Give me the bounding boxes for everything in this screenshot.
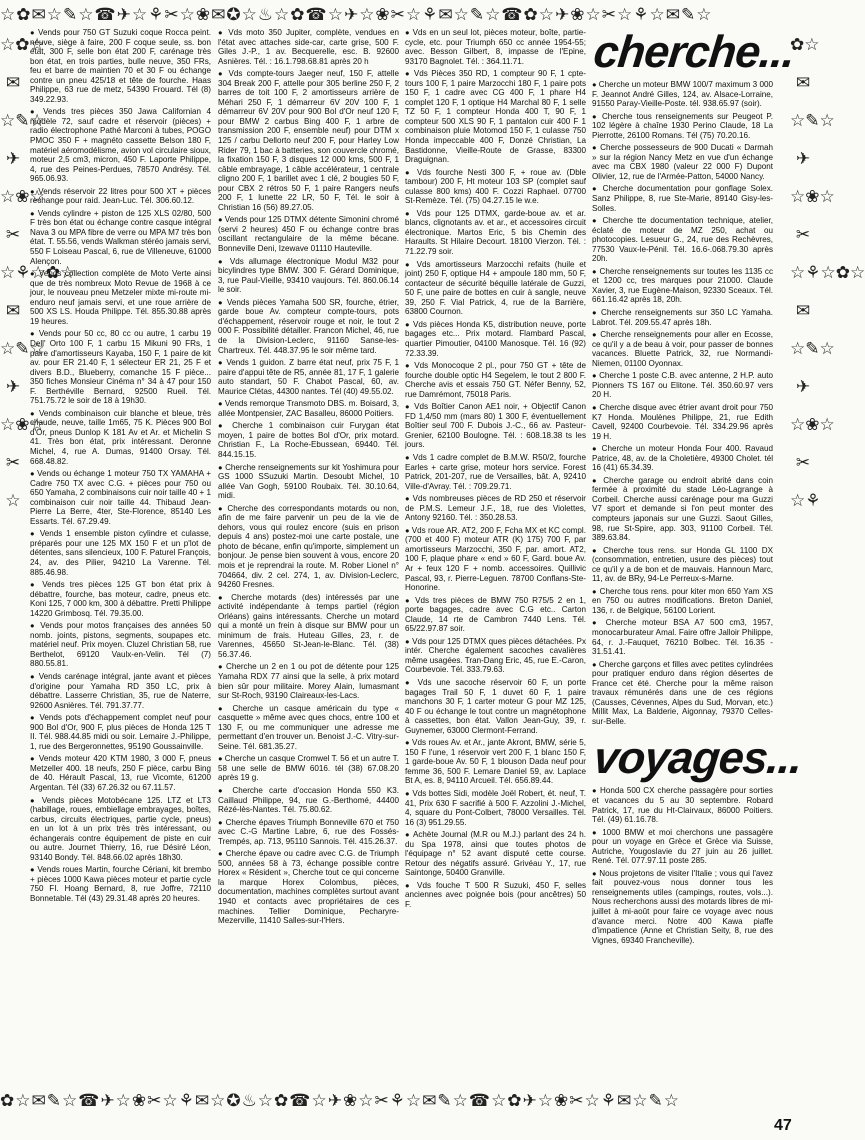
classified-ad: ● Vends tres pièces 350 Jawa Californian 4 modèle 72, sauf cadre et réservoir (pièces) + radio électrophone Pathé Marconi à tubes, POGO PMOC 350 F + magnéto cassette Belson 180 F, matériel aéromodélisme, avion vol circulaire sioux, moteur 2,5 cm3, micron, 450 F. Laporte Philippe, 4, rue des Peines-Perdues, 78570 Andrésy. Tél. 965.06.93. (30, 107, 211, 183)
classified-ad: ● Vds pour 125 DTMX, garde-boue av. et ar. blancs, clignotants av. et ar., et accessoires circuit électronique. Martos Eric, 5 bis Chemin des Haraults. St Hilaire Decourt. 18100 Vierzon. Tél. : 71.22.79 soir. (405, 209, 586, 257)
classified-ad: ● Cherche un moteur BMW 100/7 maximum 3 000 F. Jeannot André Gilles, 124, av. Alsace-Lorraine, 91550 Paray-Vieille-Poste. tél. 938.65.97 (soir). (592, 80, 773, 109)
classified-ad: ● Vds allumage électronique Modul M32 pour bicylindres type BMW. 300 F. Gérard Dominique, 3, rue Paul-Vieille, 93410 vaujours. Tél. 860.06.14 le soir. (218, 257, 399, 295)
classified-ad: ● Cherche renseignements sur kit Yoshimura pour GS 1000 SSuzuki Martin. Desoubt Michel, 10 allée Van Gogh, 59100 Roubaix. Tél. 30.10.64, midi. (218, 463, 399, 501)
classified-ad: ● Vends roues Martin, fourche Cériani, kit brembo + pièces 1000 Kawa pièces moteur et partie cycle 750 FI. Hoang Bernard, 8, rue Joffre, 72110 Bonnetable. Tél (43) 29.31.48 après 20 heures. (30, 865, 211, 903)
classified-ad: ● Vends pour 125 DTMX détente Simonini chromé (servi 2 heures) 450 F ou échange contre bras oscillant rectangulaire de la même bécane. Bonneville Deni, Izewave 01110 Hauteville. (218, 215, 399, 253)
section-title-cherche: cherche... (591, 26, 797, 77)
classified-ad: ● Vds fouche T 500 R Suzuki, 450 F, selles anciennes avec poignée bois (pour ancêtres) 50 F. (405, 881, 586, 910)
classified-ad: ● Cherche tous rens. sur Honda GL 1100 DX (consommation, entretien, usure des pièces) tout ce qu'il y a de bon et de mauvais. Hannoun Marc, 11, av. de BRy, 94-Le Perreux-s-Marne. (592, 546, 773, 584)
decorative-border-right: ✿☆✉☆✎☆✈☆❀☆✂☆⚘☆✿☆✉☆✎☆✈☆❀☆✂☆⚘ (790, 35, 865, 511)
section-title-voyages: voyages... (591, 732, 805, 784)
classified-ad: ● Vends carénage intégral, jante avant et pièces d'origine pour Yamaha RD 350 LC, prix à débattre. Lasserre Christian, 35, rue de Naterre, 92600 Asnières. Tél. 791.37.77. (30, 672, 211, 710)
classified-ad: ● Nous projetons de visiter l'Italie ; vous qui l'avez fait pouvez-vous nous donner tous les renseignements utiles (campings, routes, vols...). Nous recherchons aussi des motards libres de mi-juillet à mi-août pour faire ce voyage avec nous d'avance merci. Notre 400 Kawa piaffe d'impatience (Anne et Christian Seity, 8, rue des Vignes, 69340 Francheville). (592, 869, 773, 945)
classified-ad: ● Vds bottes Sidi, modèle Joël Robert, ét. neuf, T. 41, Prix 630 F sacrifié à 500 F. Azzolini J.-Michel, 4, square du Pont-Colbert, 78000 Versailles. Tél. 16 (3) 951.29.55. (405, 789, 586, 827)
classified-ad: ● Vds une sacoche réservoir 60 F, un porte bagages Trail 50 F, 1 duvet 60 F, 1 paire manchons 30 F, 1 carter moteur G pour MZ 125, 40 F ou échange le tout contre un magnétophone à cassettes, bon état. Vallon Jean-Guy, 39, r. Guynemer, 63000 Clermont-Ferrand. (405, 678, 586, 735)
classified-ad: ● Cherche moteur BSA A7 500 cm3, 1957, monocarburateur Amal. Faire offre Jalloir Philippe, 64, r. J.-Fauquet, 76210 Bolbec. Tél. 16.35 - 31.51.41. (592, 618, 773, 656)
classified-ad: ● Vends pour 750 GT Suzuki coque Rocca peint. neuve, siège à faire, 200 F coque seule, ss. bon état, 300 F, selle bon état 200 F, carénage très bon état, en trois parties, bulle neuve, 350 FRs, feu et barre de maintien 70 et 30 F ou échange contre un pneu 425/18 et tête de fourche. Haas Philippe, 63 rue de metz, 54390 Frouard. Tél (8) 349.22.93. (30, 28, 211, 104)
cherche-ads (592, 80, 773, 726)
classified-ad: ● Vds roue AR. AT2, 200 F, Fcha MX et KC compl. (700 et 400 F) moteur ATR (K) 175) 700 F, par amortisseurs Marzocchi, 350 F, par. amort. AT2, 100 F, plaque phare « end » 60 F, Gard. boue Av. Ar + feux 120 F + nomb. accessoires. Quillivic Pascal, 93, r. Pierre-Leguen. 78700 Conflans-Ste-Honorine. (405, 526, 586, 593)
classified-ad: ● Vds 1 cadre complet de B.M.W. R50/2, fourche Earles + carte grise, moteur hors service. Forest Patrick, 201-207, rue de Versailles, bât. A, 92410 Ville-d'Avray. Tél. : 709.29.71. (405, 453, 586, 491)
classified-ad: ● Vds fourche Nesti 300 F, + roue av. (Dble tambour) 200 F, Ht moteur 103 SP (complet sauf culasse 800 kms) 400 F. Cozzi Raphael. 07700 St-Remèze. Tél. (75) 04.27.15 le w.e. (405, 168, 586, 206)
classified-ad: ● Vds moto 350 Jupiter, complète, vendues en l'état avec attaches side-car, carte grise, 500 F. Giles J.-P., 1 av. Becquerelle, esc. B. 92600 Asnières. Tél. : 16.1.798.68.81 après 20 h (218, 28, 399, 66)
classified-ad: ● Cherche carte d'occasion Honda 550 K3. Caillaud Philippe, 94, rue G.-Berthomé, 44400 Rézé-lès-Nantes. Tél. 75.80.62. (218, 786, 399, 815)
classified-ad: ● Vends cylindre + piston de 125 XLS 02/80, 500 F très bon état ou échange contre casque intégral Nava 3 ou MPA fibre de verre ou MPA M7 très bon état. T. 55.56, vends Walkman stéréo jamais servi, 550 F Loiseau Pascal, 6, rue de Villeneuve, 61000 Alençon. (30, 209, 211, 266)
decorative-border-left: ☆✿☆✉☆✎☆✈☆❀☆✂☆⚘☆✿☆✉☆✎☆✈☆❀☆✂☆ (0, 35, 76, 511)
classified-ad: ● Achète Journal (M.R ou M.J.) parlant des 24 h. du Spa 1978, ainsi que toutes photos de l'équipage n° 52 avant disputé cette course. Retour des négatifs assuré. Grivéau Y., 17, rue Saintonge, 50400 Granville. (405, 830, 586, 878)
classified-ad: ● Vds Monocoque 2 pl., pour 750 GT + tête de fourche double optic H4 Segelem, le tout 2 800 F. Cherche avis et essais 750 GT. Néfer Benny, 52, rue Damrémont, 75018 Paris. (405, 361, 586, 399)
classified-ad: ● Cherche renseignements pour aller en Ecosse, ce qu'il y a de beau à voir, pour passer de bonnes vacances. Bluette Patrick, 32, rue Normandi-Niemen, 01100 Oyonnax. (592, 330, 773, 368)
classified-ad: ● Vends pièces Yamaha 500 SR, fourche, étrier, garde boue Av. compteur compte-tours, pots d'échappement, réservoir rouge et noir, le tout 2 000 F. Possibilité détailler. Francon Michel, 46, rue de la Division-Leclerc, 91160 Sanse-les-Chartreux. Tél. 448.37.95 le soir même tard. (218, 298, 399, 355)
classified-ad: ● Cherche un moteur Honda Four 400. Ravaud Patrice, 48, av. de la Choletière, 49300 Cholet. tél 16 (41) 65.34.39. (592, 444, 773, 473)
classified-ad: ● Vds compte-tours Jaeger neuf, 150 F, attelle 304 Break 200 F, attelle pour 305 berline 250 F, 2 barres de toit 100 F, 2 amortisseurs arrière de Méhari 250 F, 1 démarreur 6V 20V 100 F, 1 démarreur 6V 20V pour 900 Bol d'Or neuf 120 F, pour BMW 2 carbus Bing 400 F, 1 arbre de transmission 200 F, ensemble neuf) pour DTM x 125 / carbu Dellorto neuf 200 F, pour Harley Low Rider 79, 1 bac à batteries, son couvercle chromé, la fixation 150 F, 3 disques 12 000 kms, 500 F, 1 câble embrayage, 1 câble accélérateur, 1 centrale cligno 200 F, 1 barillet avec 1 clé, 2 bougies 50 F, pour CBX 2 rétros 50 F, 1 paire Rangers neufs 200 F, 1 lunette 22 LR, 50 F, Tél. le soir à Christian 16 (56) 89.27.05. (218, 69, 399, 212)
classified-ad: ● Vends collection complète de Moto Verte ainsi que de très nombreux Moto Revue de 1968 à ce jour, le nouveau pneu Metzeler mixte mi-route mi-enduro neuf jamais servi, et une roue arrière de 500 XS LS. Houda Philippe. Tél. 855.30.88 après 19 heures. (30, 269, 211, 326)
classified-ad: ● Cherche possesseurs de 900 Ducati « Darmah » sur la région Nancy Metz en vue d'un échange avec ma CBX 1980 (valeur 22 000 F) Dupont Olivier, 12, rue de l'Armée-Patton, 54000 Nancy. (592, 143, 773, 181)
classified-ad: ● Vds pour 125 DTMX ques pièces détachées. Px intér. Cherche également sacoches cavalières même usagées. Tran-Dang Eric, 45, rue E.-Caron, Courbevoie. Tél. 333.79.63. (405, 637, 586, 675)
classified-ad: ● Cherche un 2 en 1 ou pot de détente pour 125 Yamaha RDX 77 ainsi que la selle, à prix motard bien sûr pour militaire. Morey Alain, Iumasmant sur St-Roch, 93190 Claireaux-les-Lacs. (218, 662, 399, 700)
classified-ad: ● Vds amortisseurs Marzocchi refaits (huile et joint) 250 F, optique H4 + ampoule 180 mm, 50 F, contacteur de sécurité béquille latérale de Guzzi, 50 F, une paire de bottes en cuir à sangle, neuve 39, 250 F. Vial Patrick, 4, rue de la Barrière, 63800 Cournon. (405, 260, 586, 317)
classified-ad: ● Cherche garçons et filles avec petites cylindrées pour pratiquer enduro dans région désertes de France cet été. Cherche pour la même raison travaux rémunérés dans une de ces régions (Causses, Cévennes, Alpes du Sud, Morvan, etc.) Millit Max, La Balderie, Aigonnay, 79370 Celles-sur-Belle. (592, 660, 773, 727)
classified-ad: ● Cherche renseignements sur toutes les 1135 cc et 1200 cc, tres marques pour 21000. Claude Xavier, 3, rue Eugène-Maison, 92330 Sceaux. Tél. 661.16.42 après 18, 20h. (592, 267, 773, 305)
classifieds-column-2 (218, 28, 399, 1084)
classified-ad: ● Vends combinaison cuir blanche et bleue, très chaude, neuve, taille 1m65, 75 K. Pièces 900 Bol d'Or, pneus Dunlop K 181 Av et Ar. et Michelin S 41. Très bon état, prix intéressant. Deronne Michel, 4, rue A. Dumas, 91400 Orsay. Tél. 668.48.82. (30, 409, 211, 466)
classified-ad: ● Vends pièces Motobécane 125. LTZ et LT3 (habillage, roues, embiellage embrayages, boîtes, carbus, circuits électriques, partie cycle, pneus) en un lot à un prix très très intéressant, ou échangerais contre équipement de piste en cuir ou autre. Journet Thierry, 16, rue Désiré Léon, 93140 Bondy. Tél. 848.66.02 après 18h30. (30, 796, 211, 863)
classified-ad: ● Cherche tte documentation technique, atelier, éclaté de moteur de MZ 250, achat ou photocopies. Lesueur G., 24, rue des Rechèvres, 77530 Vaux-le-Pénil. Tél. 16.6-.068.79.30 après 20h. (592, 216, 773, 264)
classified-ad: ● Vends ou échange 1 moteur 750 TX YAMAHA + Cadre 750 TX avec C.G. + pièces pour 750 ou 650 Yamaha, 2 combinaisons cuir noir taille 40 + 1 combinaison cuir noir taille 44. Thibaud Jean-Pierre La Berre, 4ter, Ste-Florence, 85140 Les Essarts. Tél. 67.29.49. (30, 469, 211, 526)
classified-ad: ● Cherche tous rens. pour kiter mon 650 Yam XS en 750 ou autres modifications. Breton Daniel, 136, r. de Belgique, 56100 Lorient. (592, 587, 773, 616)
decorative-border-bottom: ✿☆✉✎☆☎✈☆❀✂☆⚘✉☆✪♨☆✿☎☆✈❀☆✂⚘☆✉✎☆☎☆✿✈☆❀✂☆⚘✉☆✎☆ (0, 1091, 680, 1111)
classified-ad: ● Vends tres pièces 125 GT bon état prix à débattre, fourche, bas moteur, cadre, pneus etc. Koni 125, 7 000 km, 300 à débattre. Pretti Philippe 14220 Grimbosq. Tél. 79.35.00. (30, 580, 211, 618)
classified-ad: ● Vds tres pièces de BMW 750 R75/5 2 en 1, porte bagages, cadre avec C.G etc.. Carton Claude, 14 rte de Cambron 7440 Lens. Tél. 65/22.97.87 soir. (405, 596, 586, 634)
classified-ad: ● Cherche tous renseignements sur Peugeot P. 102 légère à chaîne 1930 Perino Claude, 18 La Pierrotte, 26100 Romans. Tél (75) 70.20.16. (592, 112, 773, 141)
classified-ad: ● Cherche un casque Cromwel T. 56 et un autre T. 58 une selle de BMW 6016. tél (38) 67.08.20 après 19 g. (218, 754, 399, 783)
classified-ad: ● Cherche un casque américain du type « casquette » même avec ques chocs, entre 100 et 130 F, ou me communiquer une adresse me permettant d'en trouver un. Benoist J.-C. Vitry-sur-Seine. Tél. 681.35.27. (218, 704, 399, 752)
classified-ad: ● Vds Boîtier Canon AE1 noir, + Objectif Canon FD 1,4/50 mm (mars 80) 1 300 F, éventuellement Boîtier seul 700 F. Dubois J.-C., 66 av. Pasteur-Grenier, 62100 Boulogne. Tél. : 608.18.38 ts les jours. (405, 402, 586, 450)
classified-ad: ● Vends 1 ensemble piston cylindre et culasse, préparés pour une 125 MX 150 F et un p'lot de détentes, sans silencieux, 100 F. Paturel François, 24, av. des Pilier, 94210 La Varenne. Tél. 885.46.98. (30, 529, 211, 577)
classified-ad: ● Cherche épaves Triumph Bonneville 670 et 750 avec C.-G Martine Labre, 6, rue des Fossés-Trempés, ap. 713, 95110 Sannois. Tél. 415.26.37. (218, 818, 399, 847)
classified-ad: ● Vends pour motos françaises des années 50 nomb. joints, pistons, segments, soupapes etc. matériel neuf. Prix moyen. Cluzel Christian 58, rue Berthelot, 69120 Vaulx-en-Velin. Tél (7) 880.55.81. (30, 621, 211, 669)
classified-ad: ● Cherche renseignements sur 350 LC Yamaha. Labrot. Tél. 209.55.47 après 18h. (592, 308, 773, 327)
classified-ad: ● Vds pièces Honda K5, distribution neuve, porte bagages etc... Prix motard. Flambard Pascal, quartier Pimoutier, 04100 Manosque. Tél. 16 (92) 72.33.39. (405, 320, 586, 358)
classifieds-column-4 (591, 26, 805, 1084)
classified-ad: ● Vends réservoir 22 litres pour 500 XT + pièces rechange pour raid. Jean-Luc. Tél. 306.60.12. (30, 187, 211, 206)
classifieds-column-1 (30, 28, 211, 1084)
classified-ad: ● Vends 1 guidon. Z barre état neuf, prix 75 F, 1 paire d'appui tête de R5, année 81, 17 F, 1 galerie auto standart, 50 F. Chabot Pascal, 60, av. Maurice Clétas, 44300 nantes. Tél (40) 49.55.02. (218, 358, 399, 396)
classified-ad: ● Cherche motards (des) intéressés par une activité indépendante à temps partiel (région Orléans) gains intéressants. Cherche un motard qui a monté un frein à disque sur BMW pour un minimum de frais. Huteau Gilles, 23, r. de Varennes, 45650 St-Jean-le-Blanc. Tél. (38) 56.37.46. (218, 593, 399, 660)
classified-ad: ● Cherche documentation pour gonflage Solex. Sanz Philippe, 8, rue Ste-Marie, 89140 Gisy-les-Solles. (592, 184, 773, 213)
classified-ad: ● Cherche garage ou endroit abrité dans coin fermée à proximité du stade Léo-Lagrange à Corbeil. Cherche aussi carénage pour ma Guzzi V7 sport et demande si l'on peut monter des compteurs japonais sur une Guzzi. Saout Gilles, 98, rue St-Spire, app. 303, 91100 Corbeil. Tél. 389.63.84. (592, 476, 773, 543)
classified-ad: ● Honda 500 CX cherche passagère pour sorties et vacances du 5 au 30 septembre. Robard Patrick, 17, rue du Ht-Clairvaux, 86000 Poitiers. Tél. (49) 61.16.78. (592, 786, 773, 824)
classified-ad: ● Cherche 1 poste C.B. avec antenne, 2 H.P. auto Pionners TS 167 ou Elitone. Tél. 350.60.97 vers 20 H. (592, 371, 773, 400)
decorative-border-top: ☆✿✉☆✎☆☎✈☆⚘✂☆❀✉✪☆♨☆✿☎☆✈☆❀✂☆⚘✉☆✎☆☎✿☆✈❀☆✂☆⚘☆✉✎☆ (0, 5, 713, 25)
classified-ad: ● 1000 BMW et moi cherchons une passagère pour un voyage en Grèce et Grèce via Suisse, Autriche, Yougoslavie du 27 juin au 26 juillet. René. Tél. 077.97.11 poste 285. (592, 828, 773, 866)
classified-ad: ● Vds nombreuses pièces de RD 250 et réservoir de P.M.S. Lemeur J.F., 18, rue des Violettes, Antony 92160. Tél. : 350.28.53. (405, 494, 586, 523)
classified-ad: ● Vds en un seul lot, pièces moteur, boîte, partie-cycle, etc. pour Triumph 650 cc année 1954-55; avec. Besson Gilbert, 8, impasse de l'Epine, 93170 Bagnolet. Tél. : 364.11.71. (405, 28, 586, 66)
classified-ad: ● Vends pots d'échappement complet neuf pour 900 Bol d'Or, 900 F, plus pièces de Honda 125 T II. Tél. 988.44.85 midi ou soir. Lemaire J.-Philippe, 1, rue des Bergeronnettes, 95190 Goussainville. (30, 713, 211, 751)
page-number: 47 (774, 1117, 792, 1134)
voyages-ads (592, 786, 773, 945)
classified-ad: ● Vds Pièces 350 RD, 1 compteur 90 F, 1 cpte-tours 100 F, 1 paire Marzocchi 180 F, 1 paire pots 150 F, 1 cadre avec CG 400 F, 1 phare H4 complet 120 F, 1 optique H4 Marchal 80 F, 1 selle TZ 50 F, 1 compteur Honda 400 T, 90 F, 1 compteur 500 XLS 90 F, 1 pantalon cuir 400 F 1 combinaison pluie Motomod 150 F, 1 culasse 750 Honda impeccable 400 F, Donzé Christian, La Bastidonne, Vieille-Route de Grasse, 83300 Draguignan. (405, 69, 586, 164)
classified-ad: ● Cherche des correspondants motards ou non, afin de me faire parvenir un peu de la vie de dehors, vous qui roulez encore (suis en prison depuis 4 ans) postez-moi une carte postale, une photo de bécane, enfin qu'importe, simplement un bonjour. Je pense bien souvent à vous, encore 20 mois et je reprendrai la route. M. Rober Lionel n° 704664, div. 2 cel. 274, 1, av. Division-Leclerc, 94260 Fresnes. (218, 504, 399, 590)
classified-ad: ● Vends remorque Transmoto DBS. m. Boisard, 3, allée Montpensier, ZAC Basalleu, 86000 Poitiers. (218, 399, 399, 418)
classified-ad: ● Vds roues Av. et Ar., jante Akront, BMW, série 5, 150 F l'une, 1 réservoir vert 200 F, 1 blanc 150 F, 1 garde-boue Av. 50 F, 1 blouson Dada neuf pour femme 36, 500 F. Lemare Daniel 59, av. Laplace Bt A, es. 8, 94110 Arcueil. Tél. 656.89.44. (405, 738, 586, 786)
classified-ad: ● Cherche disque avec étrier avant droit pour 750 K7 Honda. Moulènes Philippe, 21, rue Edith Cavell, 92400 Courbevoie. Tél. 334.29.96 après 19 H. (592, 403, 773, 441)
classified-ad: ● Vends pour 50 cc, 80 cc ou autre, 1 carbu 19 Dell' Orto 100 F, 1 carbu 15 Mikuni 90 FRs, 1 paire d'amortisseurs Kayaba, 150 F, 1 paire de kit av. pour ER 21.40 F, 1 sélecteur ER 21, 25 F et divers B.D., Blueberry, comanche 15 F pièce... 350 fiches Monsieur Cinéma n° 34 à 47 pour 150 F. Berthéville Bernard, 92500 Rueil. Tél. 751.75.72 le soir de 18 à 19h30. (30, 329, 211, 405)
classified-ad: ● Cherche épave ou cadre avec C.G. de Triumph 500, années 58 à 73, échange possible contre Horex « Résident », Cherche tout ce qui concerne la marque Horex Colombus, pièces, documentation, machines complètes surtout avant 1940 et contacts avec propriétaires de ces machines. Tellier Dominique, Pecharyre-Mezerville, 11410 Salles-sur-l'Hers. (218, 849, 399, 925)
classifieds-column-3 (405, 28, 586, 1084)
classified-ad: ● Cherche 1 combinaison cuir Furygan état moyen, 1 paire de bottes Bol d'Or, prix motard. Christian F., La Roche-Ebussean, 69440. Tél. 844.15.15. (218, 421, 399, 459)
classified-ad: ● Vends moteur 420 KTM 1980, 3 000 F, pneus Metzeller 400. 18 neufs, 250 F pièce, carbu Bing de 40. Hérault Pascal, 13, rue Vicomte, 61200 Argentan. Tél (33) 67.26.32 ou 67.11.57. (30, 754, 211, 792)
